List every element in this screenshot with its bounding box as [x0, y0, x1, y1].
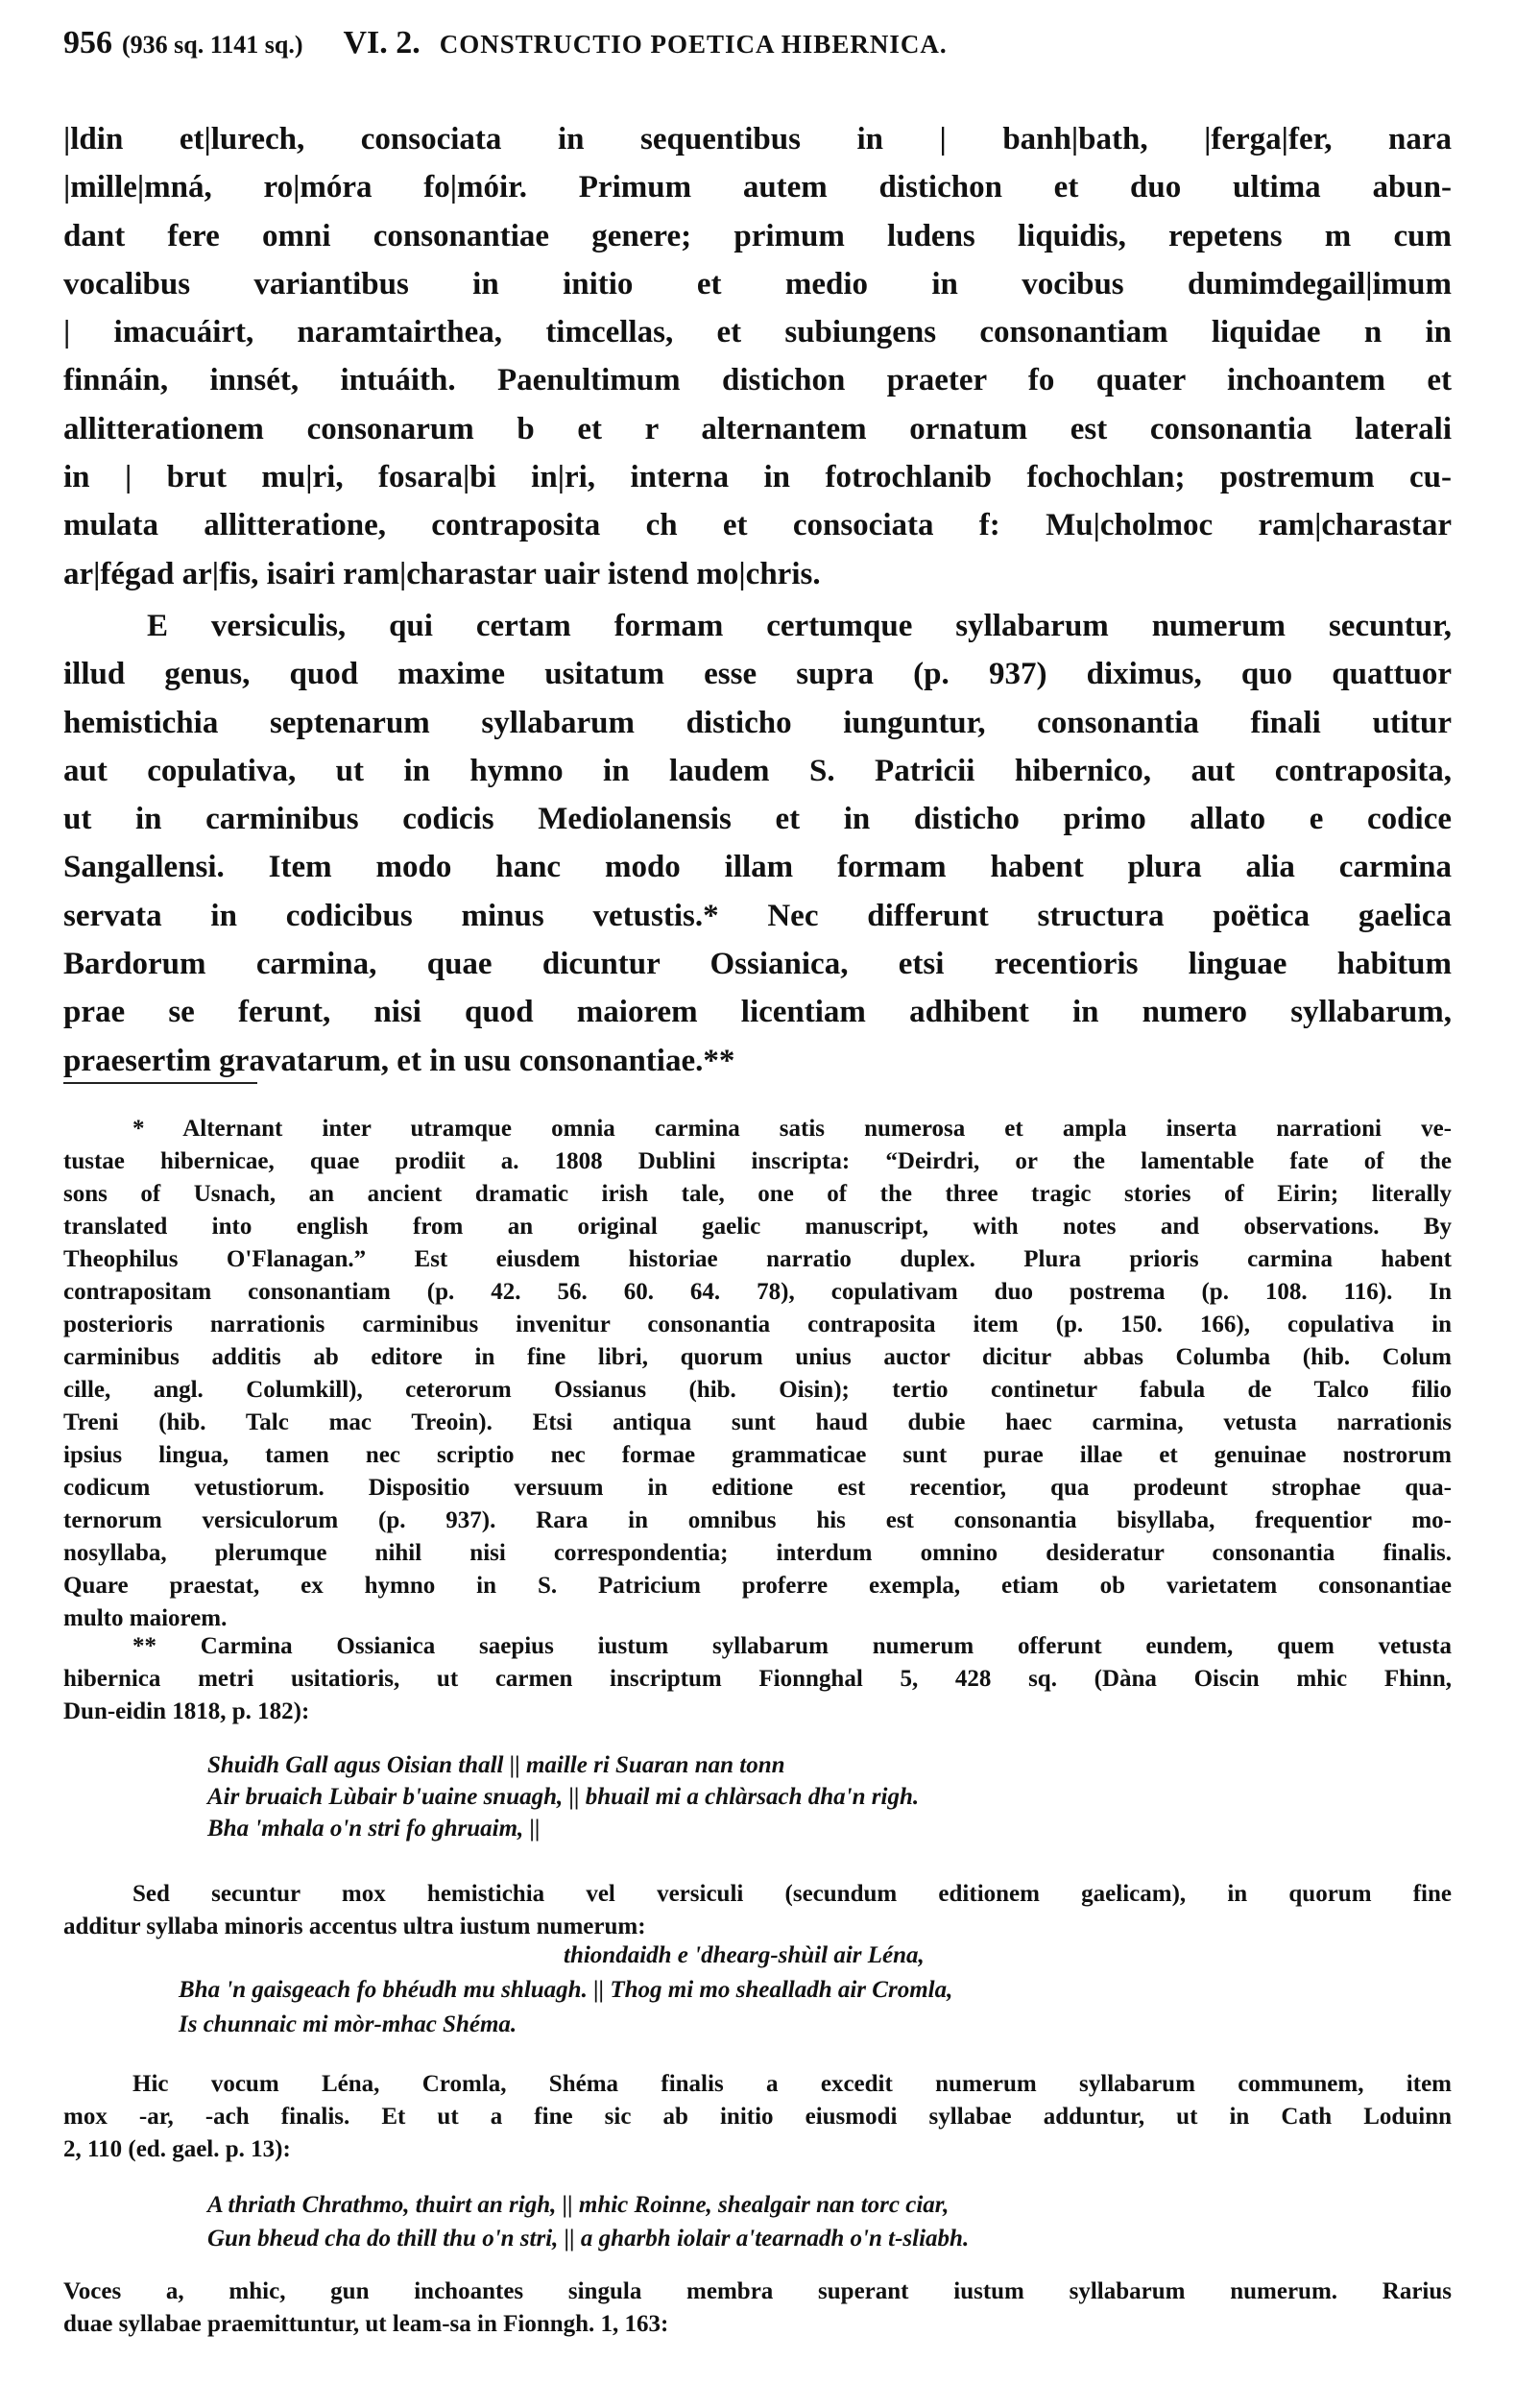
text-line: ar|fégad ar|fis, isairi ram|charastar uair istend mo|chris. [63, 556, 821, 591]
footnote-1 [63, 1113, 1452, 1635]
text-line: E versiculis, qui certam formam certumque syllabarum numerum secuntur, [147, 609, 1452, 643]
text-line: Theophilus O'Flanagan.” Est eiusdem historiae narratio duplex. Plura prioris carmina habent [63, 1246, 1452, 1272]
text-line: prae se ferunt, nisi quod maiorem licentiam adhibent in numero syllabarum, [63, 995, 1452, 1030]
text-line: illud genus, quod maxime usitatum esse supra (p. 937) diximus, quo quattuor [63, 657, 1452, 692]
text-line: finnáin, innsét, intuáith. Paenultimum distichon praeter fo quater inchoantem et [63, 363, 1452, 398]
para-sed [63, 1878, 1452, 1943]
verse-line: Air bruaich Lùbair b'uaine snuagh, || bhuail mi a chlàrsach dha'n righ. [207, 1784, 920, 1810]
text-line: |mille|mná, ro|móra fo|móir. Primum autem distichon et duo ultima abun- [63, 170, 1452, 205]
text-line: hemistichia septenarum syllabarum disticho iunguntur, consonantia finali utitur [63, 705, 1452, 740]
text-line: Sangallensi. Item modo hanc modo illam formam habent plura alia carmina [63, 850, 1452, 885]
text-line: duae syllabae praemittuntur, ut leam-sa in Fionngh. 1, 163: [63, 2311, 669, 2337]
text-line: ut in carminibus codicis Mediolanensis et in disticho primo allato e codice [63, 802, 1452, 837]
verse-line: thiondaidh e 'dhearg-shùil air Léna, [564, 1942, 925, 1968]
text-line: * Alternant inter utramque omnia carmina satis numerosa et ampla inserta narrationi ve- [132, 1116, 1452, 1142]
text-line: multo maiorem. [63, 1605, 228, 1631]
text-line: servata in codicibus minus vetustis.* Nec differunt structura poëtica gaelica [63, 898, 1452, 933]
text-line: Quare praestat, ex hymno in S. Patricium proferre exempla, etiam ob varietatem consonantiae [63, 1573, 1452, 1599]
text-line: contrapositam consonantiam (p. 42. 56. 60. 64. 78), copulativam duo postrema (p. 108. 116). In [63, 1279, 1452, 1305]
text-line: ** Carmina Ossianica saepius iustum syllabarum numerum offerunt eundem, quem vetusta [132, 1633, 1452, 1659]
verse-line: Shuidh Gall agus Oisian thall || maille ri Suaran nan tonn [207, 1752, 785, 1778]
verse-line: Bha 'mhala o'n stri fo ghruaim, || [207, 1816, 541, 1842]
text-line: carminibus additis ab editore in fine libri, quorum unius auctor dicitur abbas Columba (hib. Colum [63, 1344, 1452, 1370]
text-line: ternorum versiculorum (p. 937). Rara in omnibus his est consonantia bisyllaba, frequentior mo- [63, 1507, 1452, 1533]
verse-line: A thriath Chrathmo, thuirt an righ, || mhic Roinne, shealgair nan torc ciar, [207, 2192, 950, 2218]
text-line: aut copulativa, ut in hymno in laudem S. Patricii hibernico, aut contraposita, [63, 753, 1452, 788]
text-line: Treni (hib. Talc mac Treoin). Etsi antiqua sunt haud dubie haec carmina, vetusta narrationis [63, 1409, 1452, 1435]
section-number: VI. 2. [343, 25, 421, 60]
text-line: translated into english from an original gaelic manuscript, with notes and observations. By [63, 1214, 1452, 1240]
para-2 [63, 602, 1452, 1085]
text-line: allitterationem consonarum b et r alternantem ornatum est consonantia laterali [63, 411, 1452, 446]
verse-2 [63, 1938, 1452, 2042]
verse-1 [63, 1749, 1452, 1844]
text-line: mulata allitteratione, contraposita ch et consociata f: Mu|cholmoc ram|charastar [63, 508, 1452, 543]
cross-reference: (936 sq. 1141 sq.) [122, 31, 303, 59]
verse-line: Is chunnaic mi mòr-mhac Shéma. [179, 2011, 517, 2037]
text-line: Hic vocum Léna, Cromla, Shéma finalis a excedit numerum syllabarum communem, item [132, 2071, 1452, 2097]
text-line: Voces a, mhic, gun inchoantes singula membra superant iustum syllabarum numerum. Rarius [63, 2278, 1452, 2304]
text-line: |ldin et|lurech, consociata in sequentibus in | banh|bath, |ferga|fer, nara [63, 122, 1452, 157]
footnote-2 [63, 1630, 1452, 1728]
text-line: mox -ar, -ach finalis. Et ut a fine sic ab initio eiusmodi syllabae adduntur, ut in Cath Loduinn [63, 2104, 1452, 2130]
text-line: dant fere omni consonantiae genere; primum ludens liquidis, repetens m cum [63, 218, 1452, 253]
text-line: sons of Usnach, an ancient dramatic irish tale, one of the three tragic stories of Eirin; literally [63, 1181, 1452, 1207]
text-line: codicum vetustiorum. Dispositio versuum in editione est recentior, qua prodeunt strophae qua- [63, 1475, 1452, 1501]
para-voces [63, 2276, 1452, 2341]
text-line: ipsius lingua, tamen nec scriptio nec formae grammaticae sunt purae illae et genuinae nostrorum [63, 1442, 1452, 1468]
text-line: Dun-eidin 1818, p. 182): [63, 1698, 310, 1724]
text-line: tustae hibernicae, quae prodiit a. 1808 Dublini inscripta: “Deirdri, or the lamentable fate of the [63, 1148, 1452, 1174]
text-line: nosyllaba, plerumque nihil nisi correspondentia; interdum omnino desideratur consonantia finalis. [63, 1540, 1452, 1566]
running-header [63, 25, 980, 61]
text-line: vocalibus variantibus in initio et medio in vocibus dumimdegail|imum [63, 266, 1452, 301]
text-line: in | brut mu|ri, fosara|bi in|ri, interna in fotrochlanib fochochlan; postremum cu- [63, 460, 1452, 495]
page-number: 956 [63, 25, 112, 60]
text-line: hibernica metri usitatioris, ut carmen inscriptum Fionnghal 5, 428 sq. (Dàna Oiscin mhic Fhinn, [63, 1666, 1452, 1692]
text-line: Sed secuntur mox hemistichia vel versiculi (secundum editionem gaelicam), in quorum fine [132, 1881, 1452, 1907]
text-line: cille, angl. Columkill), ceterorum Ossianus (hib. Oisin); tertio continetur fabula de Talco filio [63, 1377, 1452, 1403]
text-line: Bardorum carmina, quae dicuntur Ossianica, etsi recentioris linguae habitum [63, 947, 1452, 982]
para-1 [63, 115, 1452, 598]
text-line: | imacuáirt, naramtairthea, timcellas, et subiungens consonantiam liquidae n in [63, 315, 1452, 350]
verse-line: Gun bheud cha do thill thu o'n stri, || a gharbh iolair a'tearnadh o'n t-sliabh. [207, 2226, 970, 2251]
text-line: posterioris narrationis carminibus invenitur consonantia contraposita item (p. 150. 166), copulativa in [63, 1312, 1452, 1337]
verse-3 [63, 2188, 1452, 2255]
verse-line: Bha 'n gaisgeach fo bhéudh mu shluagh. || Thog mi mo shealladh air Cromla, [179, 1977, 953, 2003]
page-title: CONSTRUCTIO POETICA HIBERNICA. [439, 30, 948, 59]
text-line: praesertim gravatarum, et in usu consonantiae.** [63, 1043, 735, 1078]
text-line: 2, 110 (ed. gael. p. 13): [63, 2136, 291, 2162]
para-hic [63, 2068, 1452, 2166]
text-line: additur syllaba minoris accentus ultra iustum numerum: [63, 1914, 646, 1939]
